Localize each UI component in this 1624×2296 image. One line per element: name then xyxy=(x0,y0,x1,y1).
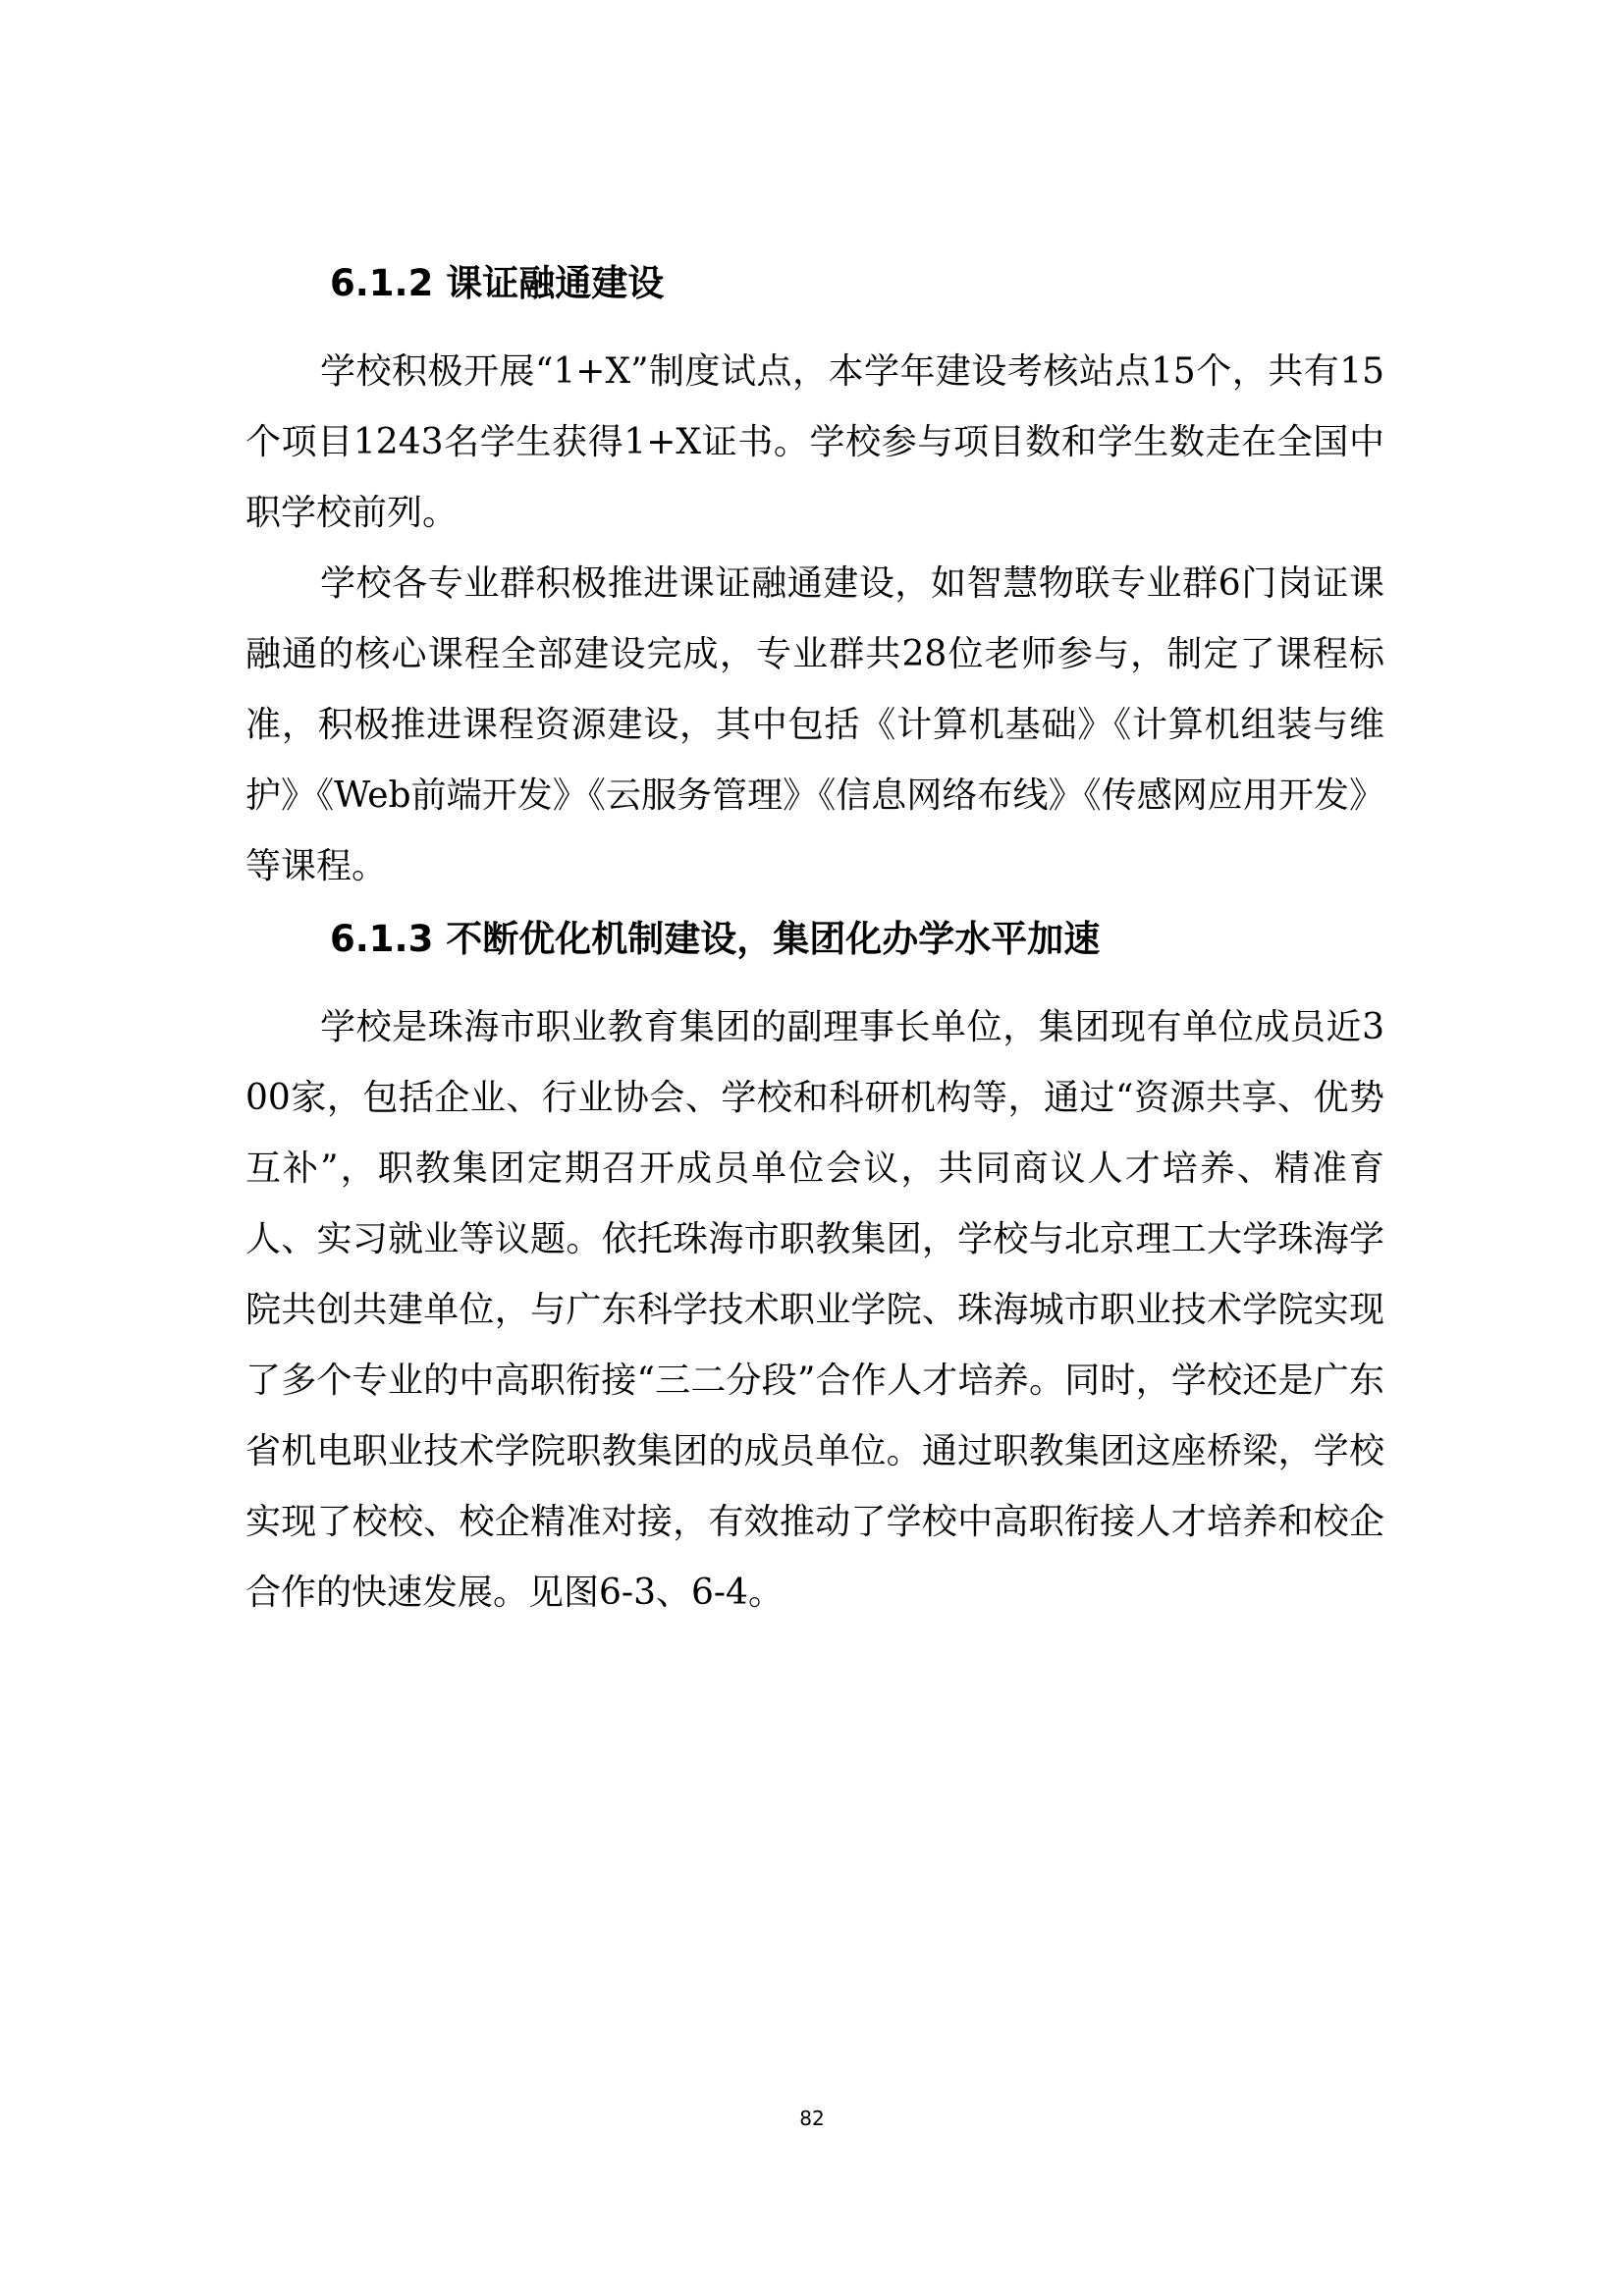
paragraph-course-certificate-integration: 学校各专业群积极推进课证融通建设，如智慧物联专业群6门岗证课融通的核心课程全部建设完成，专业群共28位老师参与，制定了课程标准，积极推进课程资源建设，其中包括《计算机基础》《计算机组装与维护》《Web前端开发》《云服务管理》《信息网络布线》《传感网应用开发》等课程。 xyxy=(245,563,1384,887)
page-number: 82 xyxy=(799,2107,825,2130)
paragraph-1x-certificate: 学校积极开展“1+X”制度试点，本学年建设考核站点15个，共有15个项目1243名学生获得1+X证书。学校参与项目数和学生数走在全国中职学校前列。 xyxy=(245,351,1384,534)
section-heading-6-1-2: 6.1.2 课证融通建设 xyxy=(330,262,665,304)
paragraph-vocational-education-group: 学校是珠海市职业教育集团的副理事长单位，集团现有单位成员近300家，包括企业、行业协会、学校和科研机构等，通过“资源共享、优势互补”，职教集团定期召开成员单位会议，共同商议人才培养、精准育人、实习就业等议题。依托珠海市职教集团，学校与北京理工大学珠海学院共创共建单位，与广东科学技术职业学院、珠海城市职业技术学院实现了多个专业的中高职衔接“三二分段”合作人才培养。同时，学校还是广东省机电职业技术学院职教集团的成员单位。通过职教集团这座桥梁，学校实现了校校、校企精准对接，有效推动了学校中高职衔接人才培养和校企合作的快速发展。见图6-3、6-4。 xyxy=(245,1007,1384,1614)
page-body xyxy=(245,260,1384,1629)
section-heading-6-1-3: 6.1.3 不断优化机制建设，集团化办学水平加速 xyxy=(330,918,1101,961)
